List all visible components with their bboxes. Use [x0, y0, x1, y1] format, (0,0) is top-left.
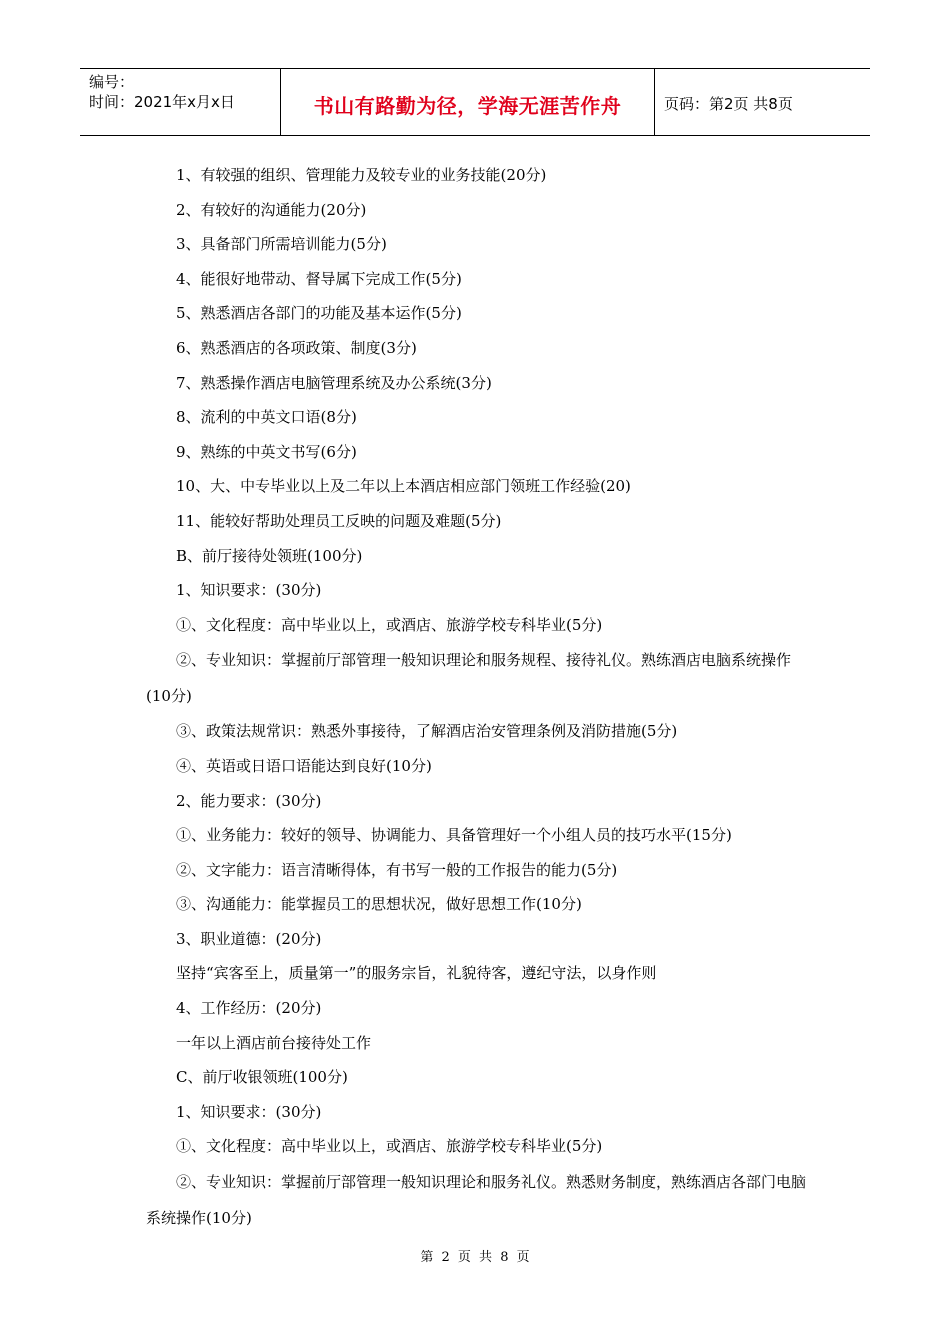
paragraph: 一年以上酒店前台接待处工作	[176, 1033, 372, 1052]
header-page-info: 页码：第2页 共8页	[664, 94, 793, 113]
paragraph: ③、沟通能力：能掌握员工的思想状况，做好思想工作(10分)	[176, 895, 582, 914]
document-body	[146, 158, 806, 1236]
paragraph: 4、工作经历：(20分)	[176, 999, 322, 1018]
paragraph: 2、有较好的沟通能力(20分)	[176, 200, 367, 219]
paragraph: 8、流利的中英文口语(8分)	[176, 408, 357, 427]
paragraph: ④、英语或日语口语能达到良好(10分)	[176, 756, 432, 775]
paragraph: ②、专业知识：掌握前厅部管理一般知识理论和服务规程、接待礼仪。熟练酒店电脑系统操作(10分)	[146, 651, 792, 706]
section-heading: C、前厅收银领班(100分)	[176, 1068, 348, 1087]
paragraph: 11、能较好帮助处理员工反映的问题及难题(5分)	[176, 511, 502, 530]
paragraph: ②、专业知识：掌握前厅部管理一般知识理论和服务礼仪。熟悉财务制度，熟练酒店各部门电脑系统操作(10分)	[146, 1173, 807, 1228]
paragraph: ②、文字能力：语言清晰得体，有书写一般的工作报告的能力(5分)	[176, 860, 618, 879]
page-header	[80, 68, 870, 136]
paragraph: 2、能力要求：(30分)	[176, 791, 322, 810]
code-label: 编号：	[89, 73, 135, 91]
paragraph: 坚持“宾客至上，质量第一”的服务宗旨，礼貌待客，遵纪守法，以身作则	[176, 964, 657, 983]
paragraph: ①、文化程度：高中毕业以上，或酒店、旅游学校专科毕业(5分)	[176, 615, 603, 634]
paragraph: 7、熟悉操作酒店电脑管理系统及办公系统(3分)	[176, 373, 492, 392]
header-page-info-cell	[655, 69, 870, 135]
header-slogan-cell	[281, 69, 655, 135]
paragraph: ①、文化程度：高中毕业以上，或酒店、旅游学校专科毕业(5分)	[176, 1137, 603, 1156]
paragraph: 3、职业道德：(20分)	[176, 929, 322, 948]
paragraph: 1、有较强的组织、管理能力及较专业的业务技能(20分)	[176, 166, 547, 184]
header-meta	[80, 69, 281, 135]
header-slogan: 书山有路勤为径，学海无涯苦作舟	[313, 93, 622, 118]
paragraph: ①、业务能力：较好的领导、协调能力、具备管理好一个小组人员的技巧水平(15分)	[176, 826, 732, 845]
section-heading: B、前厅接待处领班(100分)	[176, 546, 363, 565]
paragraph: 6、熟悉酒店的各项政策、制度(3分)	[176, 338, 417, 357]
paragraph: 3、具备部门所需培训能力(5分)	[176, 235, 387, 254]
page-footer: 第 2 页 共 8 页	[420, 1250, 530, 1265]
paragraph: 1、知识要求：(30分)	[176, 1102, 322, 1121]
paragraph: 10、大、中专毕业以上及二年以上本酒店相应部门领班工作经验(20)	[176, 477, 631, 496]
paragraph: 4、能很好地带动、督导属下完成工作(5分)	[176, 269, 462, 288]
paragraph: 1、知识要求：(30分)	[176, 581, 322, 600]
date-label: 时间：2021年x月x日	[89, 93, 235, 111]
paragraph: ③、政策法规常识：熟悉外事接待，了解酒店治安管理条例及消防措施(5分)	[176, 722, 678, 741]
paragraph: 9、熟练的中英文书写(6分)	[176, 442, 357, 461]
paragraph: 5、熟悉酒店各部门的功能及基本运作(5分)	[176, 304, 462, 323]
